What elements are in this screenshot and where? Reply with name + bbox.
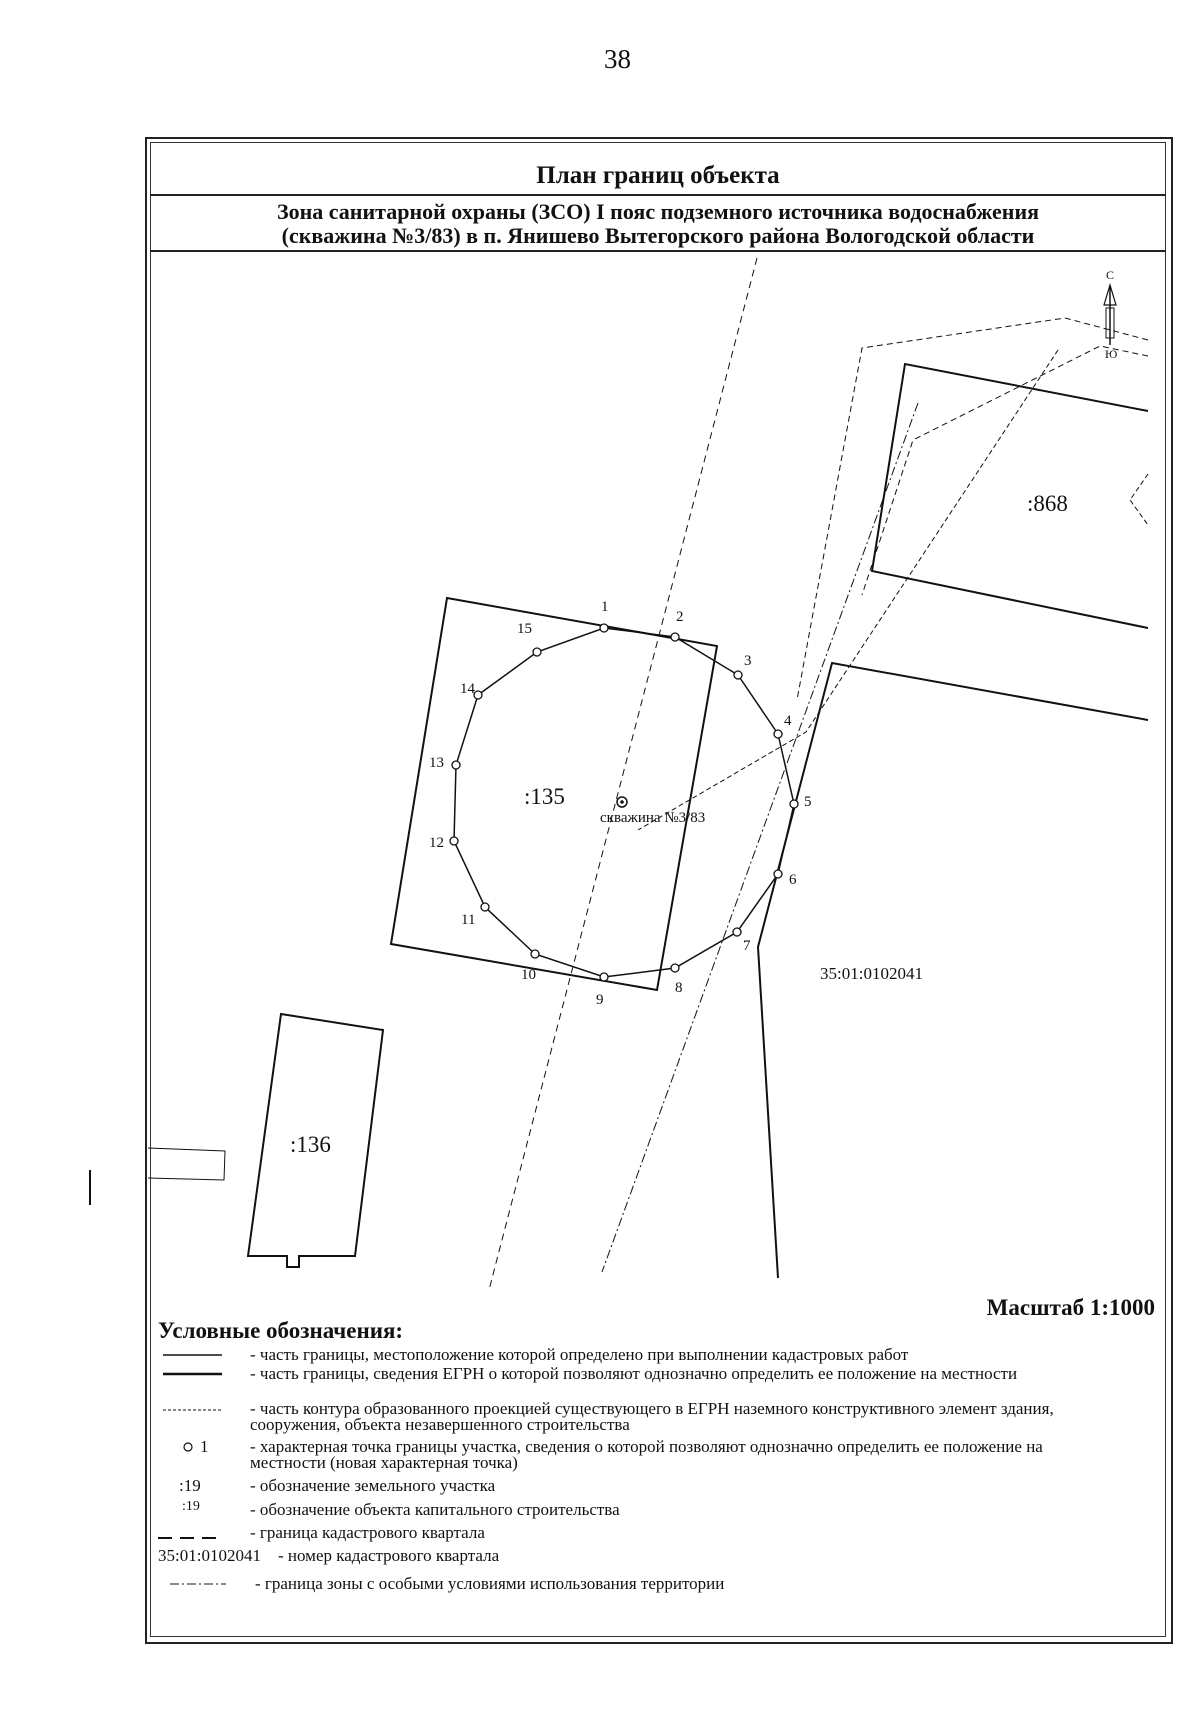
north-arrow-icon: [1104, 268, 1117, 361]
characteristic-point: [733, 928, 741, 936]
zone-line: [602, 403, 918, 1272]
legend-title: Условные обозначения:: [158, 1318, 404, 1343]
characteristic-point-label: 10: [521, 967, 536, 983]
characteristic-point-label: 12: [429, 835, 444, 851]
legend-item-text: - граница кадастрового квартала: [250, 1523, 485, 1542]
characteristic-point: [452, 761, 460, 769]
characteristic-point-label: 7: [743, 938, 751, 954]
characteristic-point: [671, 633, 679, 641]
compass-north-label: С: [1106, 268, 1115, 282]
characteristic-point: [600, 624, 608, 632]
page-number: 38: [604, 44, 631, 74]
legend-item-text: - обозначение земельного участка: [250, 1476, 496, 1495]
legend-item-text: - граница зоны с особыми условиями использования территории: [255, 1574, 725, 1593]
characteristic-point-label: 14: [460, 681, 475, 697]
characteristic-point: [533, 648, 541, 656]
characteristic-point: [481, 903, 489, 911]
quarter-boundary-line: [489, 258, 757, 1290]
legend-item-symbol: :19: [179, 1476, 201, 1495]
legend-item-symbol: 35:01:0102041: [158, 1546, 261, 1565]
characteristic-point-label: 6: [789, 872, 797, 888]
compass-south-label: Ю: [1105, 347, 1118, 361]
characteristic-point: [790, 800, 798, 808]
legend-item-text: - часть контура образованного проекцией существующего в ЕГРН наземного конструктивного элемент здания, сооружения, объекта незавершенного строительства: [250, 1399, 1054, 1434]
characteristic-point-label: 8: [675, 980, 683, 996]
scale-label: Масштаб 1:1000: [986, 1295, 1155, 1320]
adjacent-structure: [148, 1148, 225, 1180]
parcel-136-label: :136: [290, 1132, 331, 1157]
well-label: скважина №3/83: [600, 810, 706, 826]
contour-fragment-east: [1130, 474, 1148, 525]
legend-item-text: - номер кадастрового квартала: [278, 1546, 500, 1565]
legend-point-icon: [184, 1443, 192, 1451]
characteristic-point-label: 4: [784, 713, 792, 729]
characteristic-point: [774, 730, 782, 738]
characteristic-point-label: 2: [676, 609, 684, 625]
characteristic-point-label: 3: [744, 653, 752, 669]
characteristic-point: [734, 671, 742, 679]
legend-item-text: - часть границы, сведения ЕГРН о которой позволяют однозначно определить ее положение на местности: [250, 1364, 1018, 1383]
characteristic-point: [671, 964, 679, 972]
quarter-number-label: 35:01:0102041: [820, 964, 923, 983]
quarter-road-boundary: [758, 663, 1148, 1278]
characteristic-point-label: 5: [804, 794, 812, 810]
legend-item-symbol: 1: [200, 1437, 209, 1456]
characteristic-point: [474, 691, 482, 699]
subtitle-line-1: Зона санитарной охраны (ЗСО) I пояс подземного источника водоснабжения: [276, 199, 1040, 224]
well-center-dot: [620, 800, 624, 804]
legend-item-text: - характерная точка границы участка, сведения о которой позволяют однозначно определить ее положение на местности (новая характерная точка): [250, 1437, 1043, 1472]
legend-item-symbol: :19: [182, 1499, 200, 1514]
characteristic-point: [450, 837, 458, 845]
characteristic-point: [531, 950, 539, 958]
characteristic-point-label: 11: [461, 912, 476, 928]
legend-item-text: - обозначение объекта капитального строительства: [250, 1500, 620, 1519]
plan-title: План границ объекта: [536, 162, 780, 189]
characteristic-point-label: 1: [601, 599, 609, 615]
projection-line: [638, 350, 1058, 830]
subtitle-line-2: (скважина №3/83) в п. Янишево Вытегорского района Вологодской области: [281, 223, 1035, 248]
legend-item-text: - часть границы, местоположение которой определено при выполнении кадастровых работ: [250, 1345, 909, 1364]
characteristic-point-label: 13: [429, 755, 444, 771]
parcel-868-label: :868: [1027, 491, 1068, 516]
parcel-135-label: :135: [524, 784, 565, 809]
characteristic-point-label: 15: [517, 621, 532, 637]
characteristic-point: [774, 870, 782, 878]
characteristic-point-label: 9: [596, 992, 604, 1008]
characteristic-point: [600, 973, 608, 981]
contour-line-north: [797, 318, 1148, 700]
parcel-868-boundary: [872, 364, 1148, 628]
